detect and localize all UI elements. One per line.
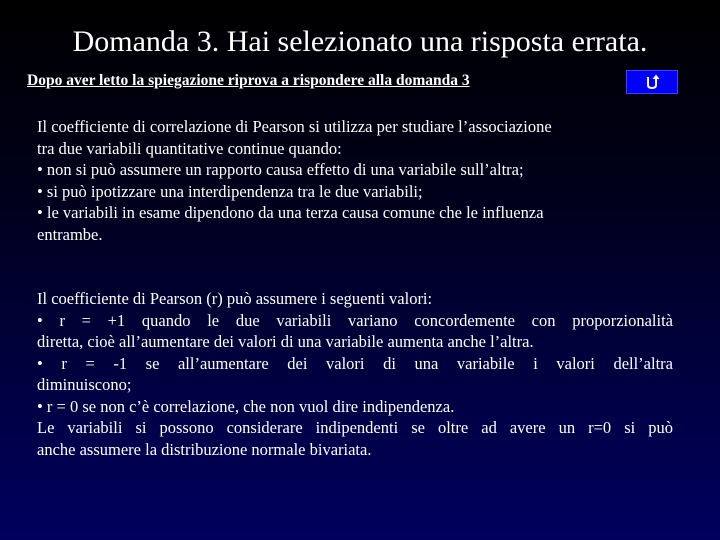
bullet-item: • non si può assumere un rapporto causa effetto di una variabile sull’altra; bbox=[37, 160, 524, 179]
paragraph-line: diretta, cioè all’aumentare dei valori di una variabile aumenta anche l’altra. bbox=[37, 332, 534, 351]
back-button[interactable] bbox=[626, 70, 678, 94]
pearson-values-paragraph bbox=[37, 288, 673, 460]
page-title: Domanda 3. Hai selezionato una risposta errata. bbox=[72, 25, 648, 58]
bullet-item: • r = +1 quando le due variabili variano concordemente con proporzionalità bbox=[37, 310, 673, 330]
paragraph-line: tra due variabili quantitative continue quando: bbox=[37, 138, 342, 158]
bullet-item: • r = -1 se all’aumentare dei valori di una variabile i valori dell’altra bbox=[37, 353, 673, 373]
paragraph-line: Il coefficiente di Pearson (r) può assumere i seguenti valori: bbox=[37, 289, 433, 308]
paragraph-line: Le variabili si possono considerare indipendenti se oltre ad avere un r=0 si può bbox=[37, 418, 673, 437]
bullet-item: • r = 0 se non c’è correlazione, che non vuol dire indipendenza. bbox=[37, 396, 455, 416]
retry-instruction-link[interactable]: Dopo aver letto la spiegazione riprova a rispondere alla domanda 3 bbox=[27, 72, 470, 89]
undo-arrow-icon bbox=[643, 73, 661, 91]
bullet-item: • le variabili in esame dipendono da una terza causa comune che le influenza bbox=[37, 203, 544, 222]
paragraph-line: entrambe. bbox=[37, 224, 103, 244]
paragraph-line: Il coefficiente di correlazione di Pearson si utilizza per studiare l’associazione bbox=[37, 117, 552, 136]
paragraph-line: anche assumere la distribuzione normale bivariata. bbox=[37, 439, 372, 459]
pearson-usage-paragraph bbox=[37, 116, 673, 245]
bullet-item: • si può ipotizzare una interdipendenza tra le due variabili; bbox=[37, 181, 423, 201]
paragraph-line: diminuiscono; bbox=[37, 375, 132, 394]
